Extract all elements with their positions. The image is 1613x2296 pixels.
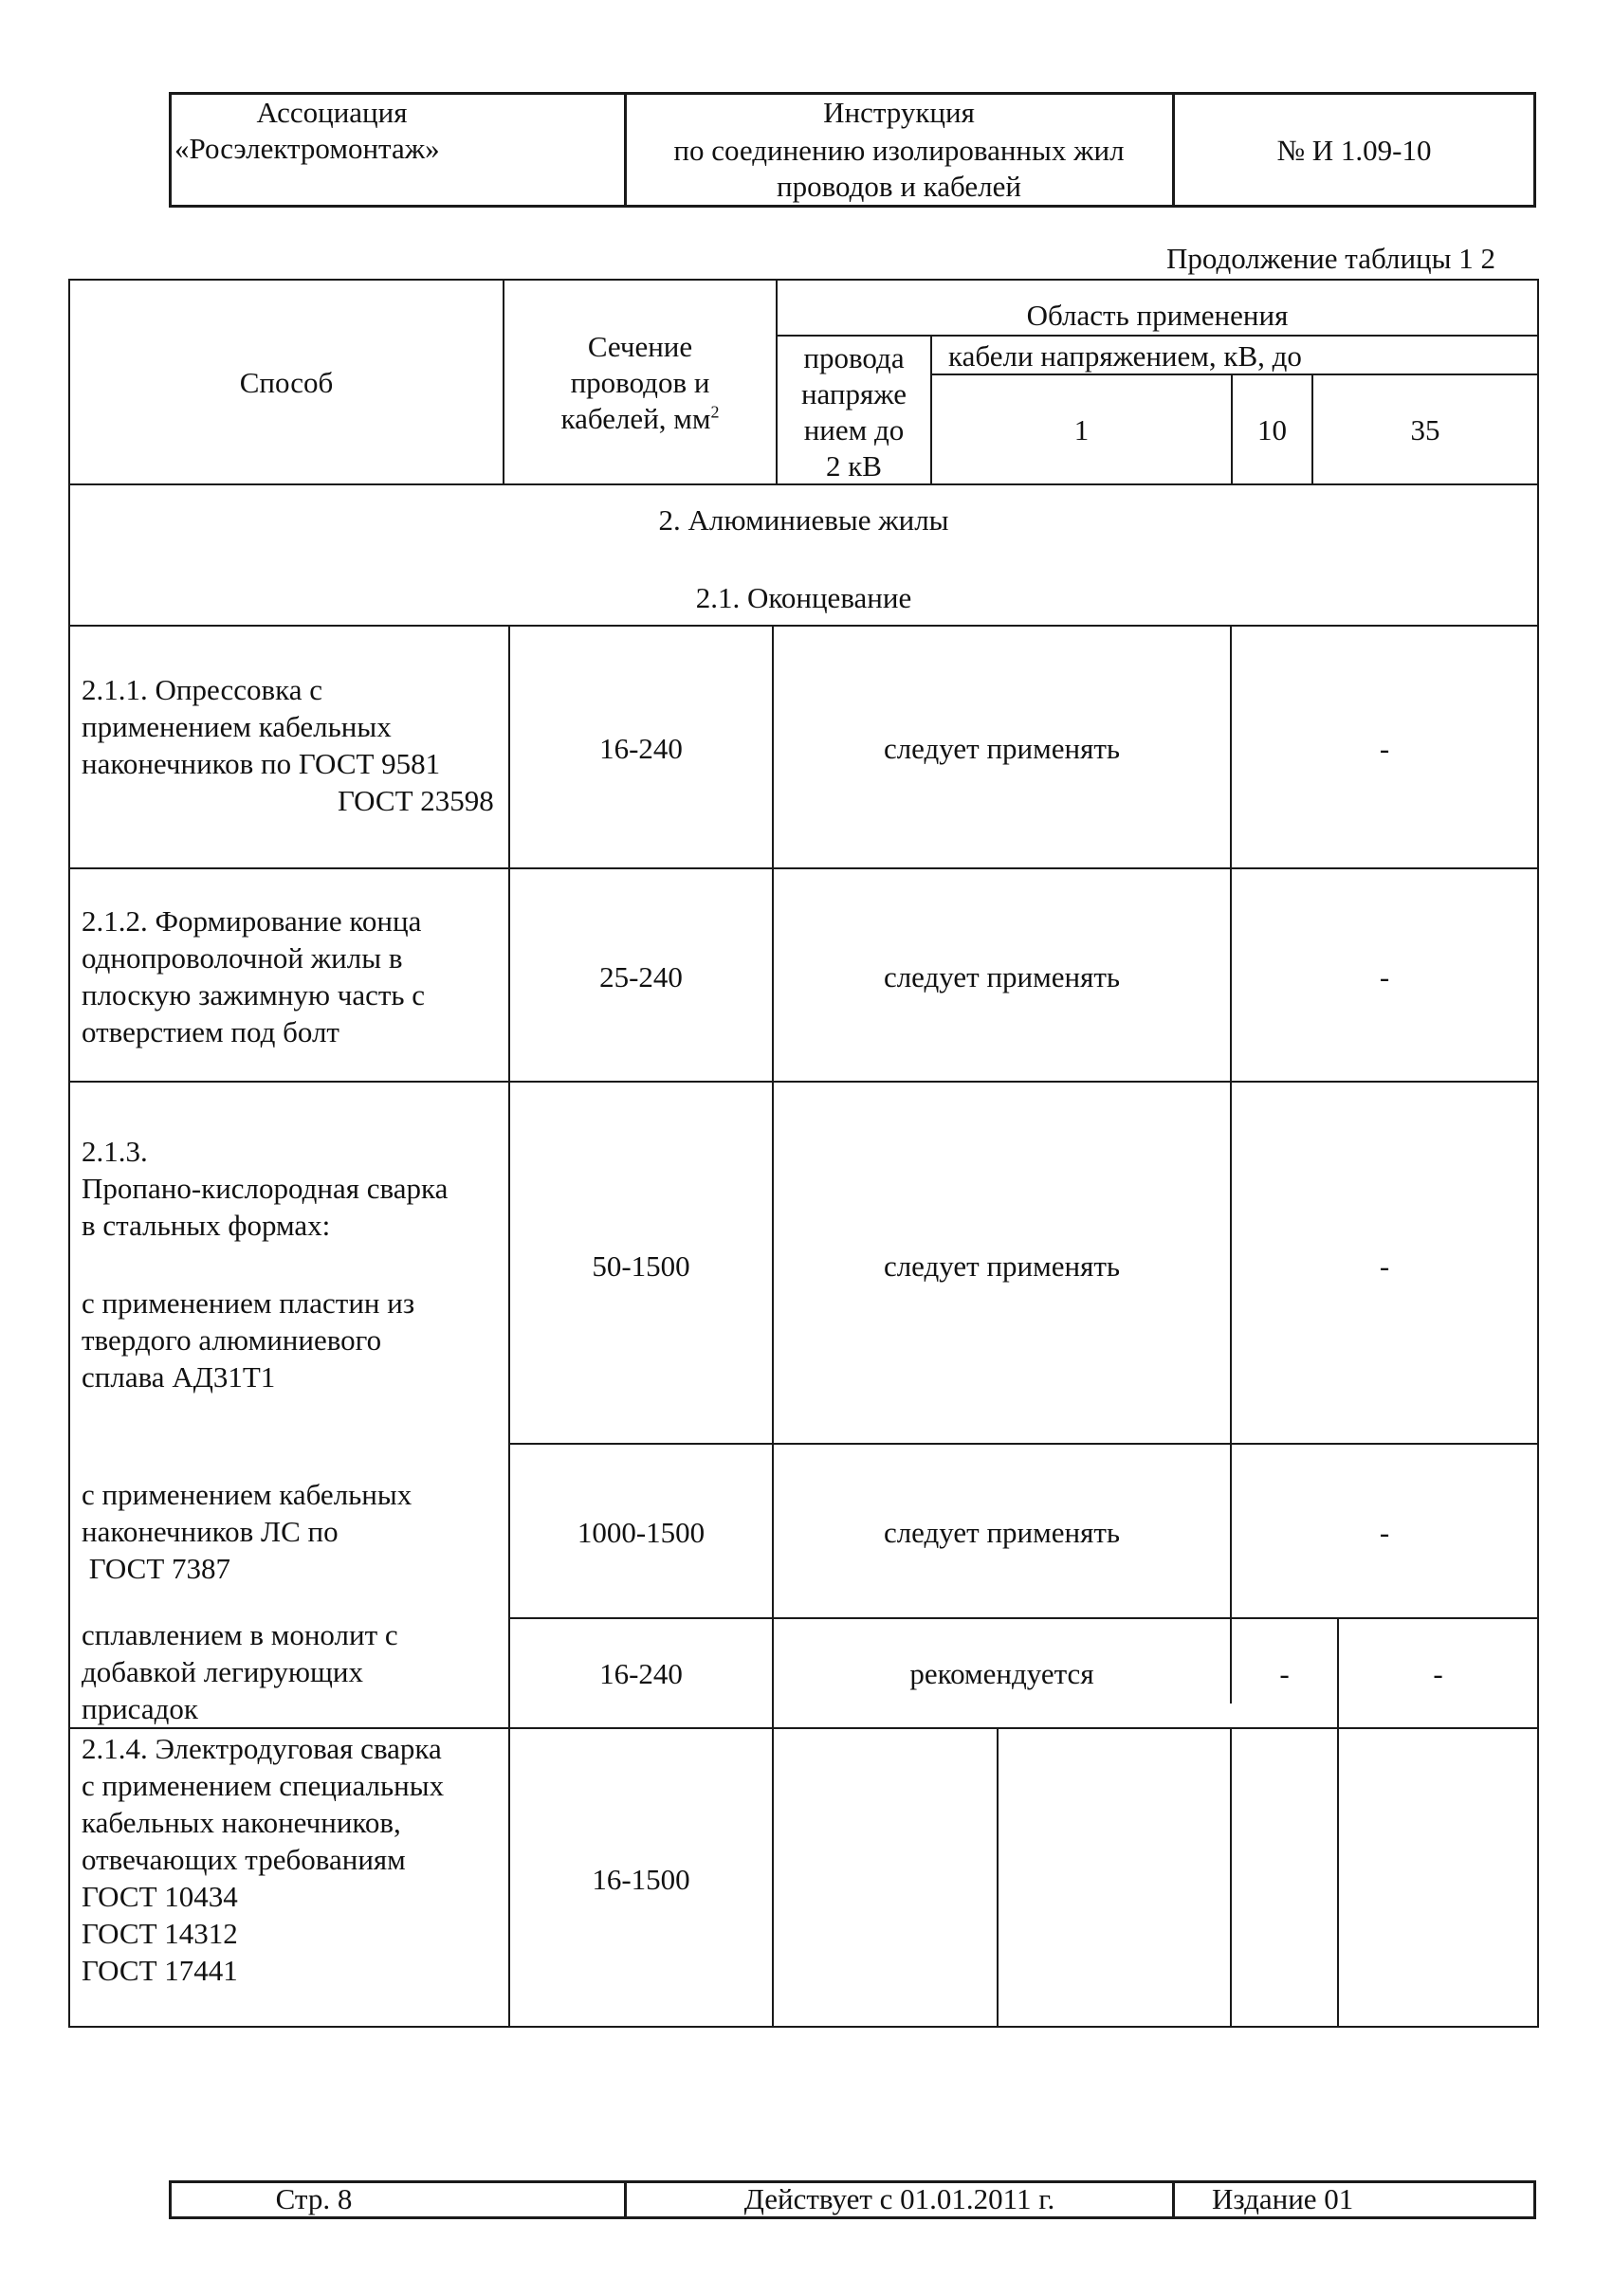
- col-method-header: Способ: [239, 366, 334, 399]
- row-wires-value: следует применять: [883, 1249, 1121, 1283]
- row-wires-value: следует применять: [883, 960, 1121, 993]
- col-section-header-line1: Сечение: [587, 330, 693, 363]
- header-org-line2: «Росэлектромонтаж»: [174, 132, 440, 165]
- row-method-line: сплава АД31Т1: [82, 1360, 276, 1394]
- col-voltage-1: 1: [1073, 413, 1090, 446]
- header-doc-number: № И 1.09-10: [1276, 134, 1432, 167]
- subsection-title: 2.1. Оконцевание: [695, 581, 912, 614]
- row-v35-value: -: [1379, 1249, 1390, 1283]
- row-section-value: 1000-1500: [577, 1516, 706, 1549]
- row-method-line: наконечников ЛС по: [82, 1515, 339, 1548]
- row-wires-value: следует применять: [883, 732, 1121, 765]
- col-section-header-text: кабелей, мм: [560, 402, 711, 435]
- row-v35-value: -: [1379, 960, 1390, 993]
- row-method-line: отвечающих требованиям: [82, 1843, 406, 1876]
- row-method-line: твердого алюминиевого: [82, 1323, 382, 1357]
- row-section-value: 16-240: [599, 732, 683, 765]
- row-method-line: ГОСТ 17441: [82, 1954, 238, 1987]
- row-wires-value: рекомендуется: [909, 1657, 1094, 1690]
- col-section-header-superscript: 2: [710, 402, 720, 422]
- col-section-header-line2: проводов и: [570, 366, 710, 399]
- row-method-line: с применением пластин из: [82, 1286, 415, 1320]
- col-section-header-line3: [504, 401, 776, 436]
- header-title-line2: по соединению изолированных жил: [673, 134, 1125, 167]
- row-v35-value: -: [1433, 1657, 1443, 1690]
- row-method-line: в стальных формах:: [82, 1209, 331, 1242]
- row-v10-value: -: [1279, 1657, 1290, 1690]
- col-wires-header-line4: 2 кВ: [826, 449, 882, 483]
- row-method-line: ГОСТ 10434: [82, 1880, 238, 1913]
- row-v35-value: -: [1379, 1516, 1390, 1549]
- row-section-value: 50-1500: [592, 1249, 690, 1283]
- row-method-line: отверстием под болт: [82, 1015, 339, 1048]
- row-method-line: однопроволочной жилы в: [82, 941, 403, 975]
- row-method-line: наконечников по ГОСТ 9581: [82, 747, 441, 780]
- row-method-line: 2.1.3.: [82, 1135, 148, 1168]
- row-section-value: 25-240: [599, 960, 683, 993]
- col-voltage-10: 10: [1257, 413, 1287, 446]
- col-wires-header-line2: напряже: [800, 377, 907, 410]
- row-method-line: Пропано-кислородная сварка: [82, 1172, 449, 1205]
- row-method-line: с применением кабельных: [82, 1478, 412, 1511]
- row-method-line: присадок: [82, 1692, 198, 1725]
- row-method-line: 2.1.4. Электродуговая сварка: [82, 1732, 442, 1765]
- row-method-line: применением кабельных: [82, 710, 392, 743]
- header-title-line3: проводов и кабелей: [777, 170, 1021, 203]
- row-method-line: ГОСТ 7387: [82, 1552, 231, 1585]
- col-voltage-35: 35: [1410, 413, 1440, 446]
- row-method-line: ГОСТ 23598: [338, 784, 494, 817]
- row-method-line: кабельных наконечников,: [82, 1806, 401, 1839]
- footer-effective-date: Действует с 01.01.2011 г.: [743, 2182, 1055, 2215]
- row-method-line: 2.1.2. Формирование конца: [82, 904, 422, 938]
- row-section-value: 16-1500: [592, 1863, 690, 1896]
- footer-page: Стр. 8: [275, 2182, 353, 2215]
- col-scope-header: Область применения: [1026, 299, 1289, 332]
- footer-edition: Издание 01: [1212, 2182, 1354, 2215]
- col-cables-header: кабели напряжением, кВ, до: [948, 339, 1302, 373]
- row-method-line: сплавлением в монолит с: [82, 1618, 398, 1651]
- header-title-line1: Инструкция: [823, 96, 975, 129]
- section-title: 2. Алюминиевые жилы: [658, 503, 949, 537]
- row-method-line: 2.1.1. Опрессовка с: [82, 673, 323, 706]
- row-method-line: плоскую зажимную часть с: [82, 978, 426, 1011]
- table-caption: Продолжение таблицы 1 2: [1166, 242, 1495, 275]
- row-method-line: добавкой легирующих: [82, 1655, 364, 1688]
- row-wires-value: следует применять: [883, 1516, 1121, 1549]
- col-wires-header-line3: нием до: [803, 413, 905, 446]
- col-wires-header-line1: провода: [803, 341, 905, 374]
- row-section-value: 16-240: [599, 1657, 683, 1690]
- row-method-line: с применением специальных: [82, 1769, 445, 1802]
- row-v35-value: -: [1379, 732, 1390, 765]
- row-method-line: ГОСТ 14312: [82, 1917, 238, 1950]
- header-org-line1: Ассоциация: [256, 96, 408, 129]
